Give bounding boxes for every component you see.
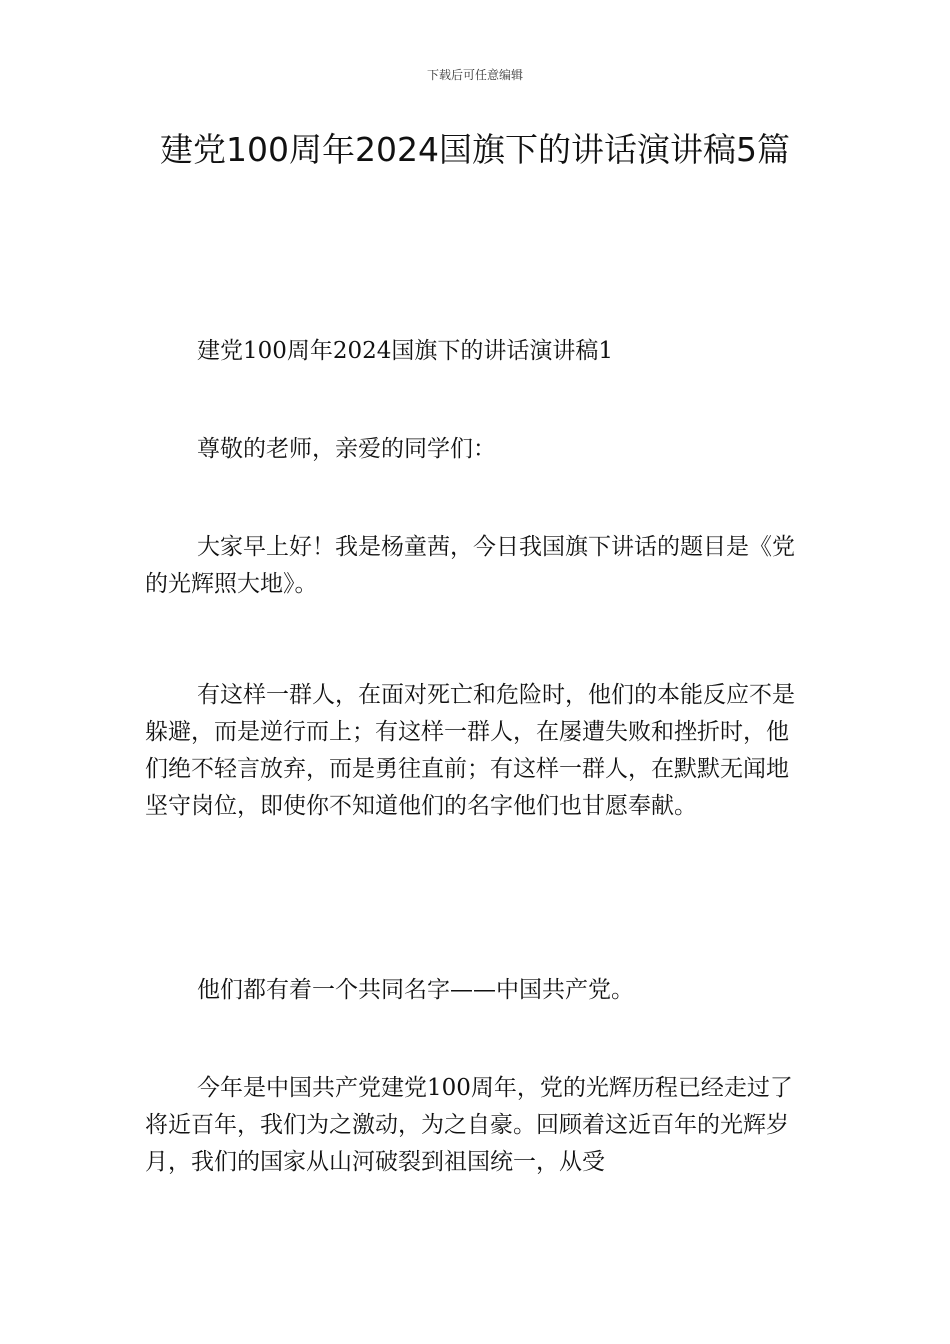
paragraph-group-description: 有这样一群人，在面对死亡和危险时，他们的本能反应不是躲避，而是逆行而上；有这样一群人，在屡遭失败和挫折时，他们绝不轻言放弃，而是勇往直前；有这样一群人，在默默无闻地坚守岗位，即使你不知道他们的名字他们也甘愿奉献。 [145, 682, 795, 819]
document-title: 建党100周年2024国旗下的讲话演讲稿5篇 [160, 130, 790, 169]
paragraph-anniversary: 今年是中国共产党建党100周年，党的光辉历程已经走过了将近百年，我们为之激动，为之自豪。回顾着这近百年的光辉岁月，我们的国家从山河破裂到祖国统一，从受 [145, 1075, 793, 1175]
salutation: 尊敬的老师，亲爱的同学们： [197, 436, 496, 462]
paragraph-greeting: 大家早上好！我是杨童茜，今日我国旗下讲话的题目是《党的光辉照大地》。 [145, 534, 795, 597]
paragraph-party-name: 他们都有着一个共同名字——中国共产党。 [197, 977, 634, 1003]
header-note: 下载后可任意编辑 [426, 68, 523, 82]
section-heading: 建党100周年2024国旗下的讲话演讲稿1 [197, 338, 614, 364]
